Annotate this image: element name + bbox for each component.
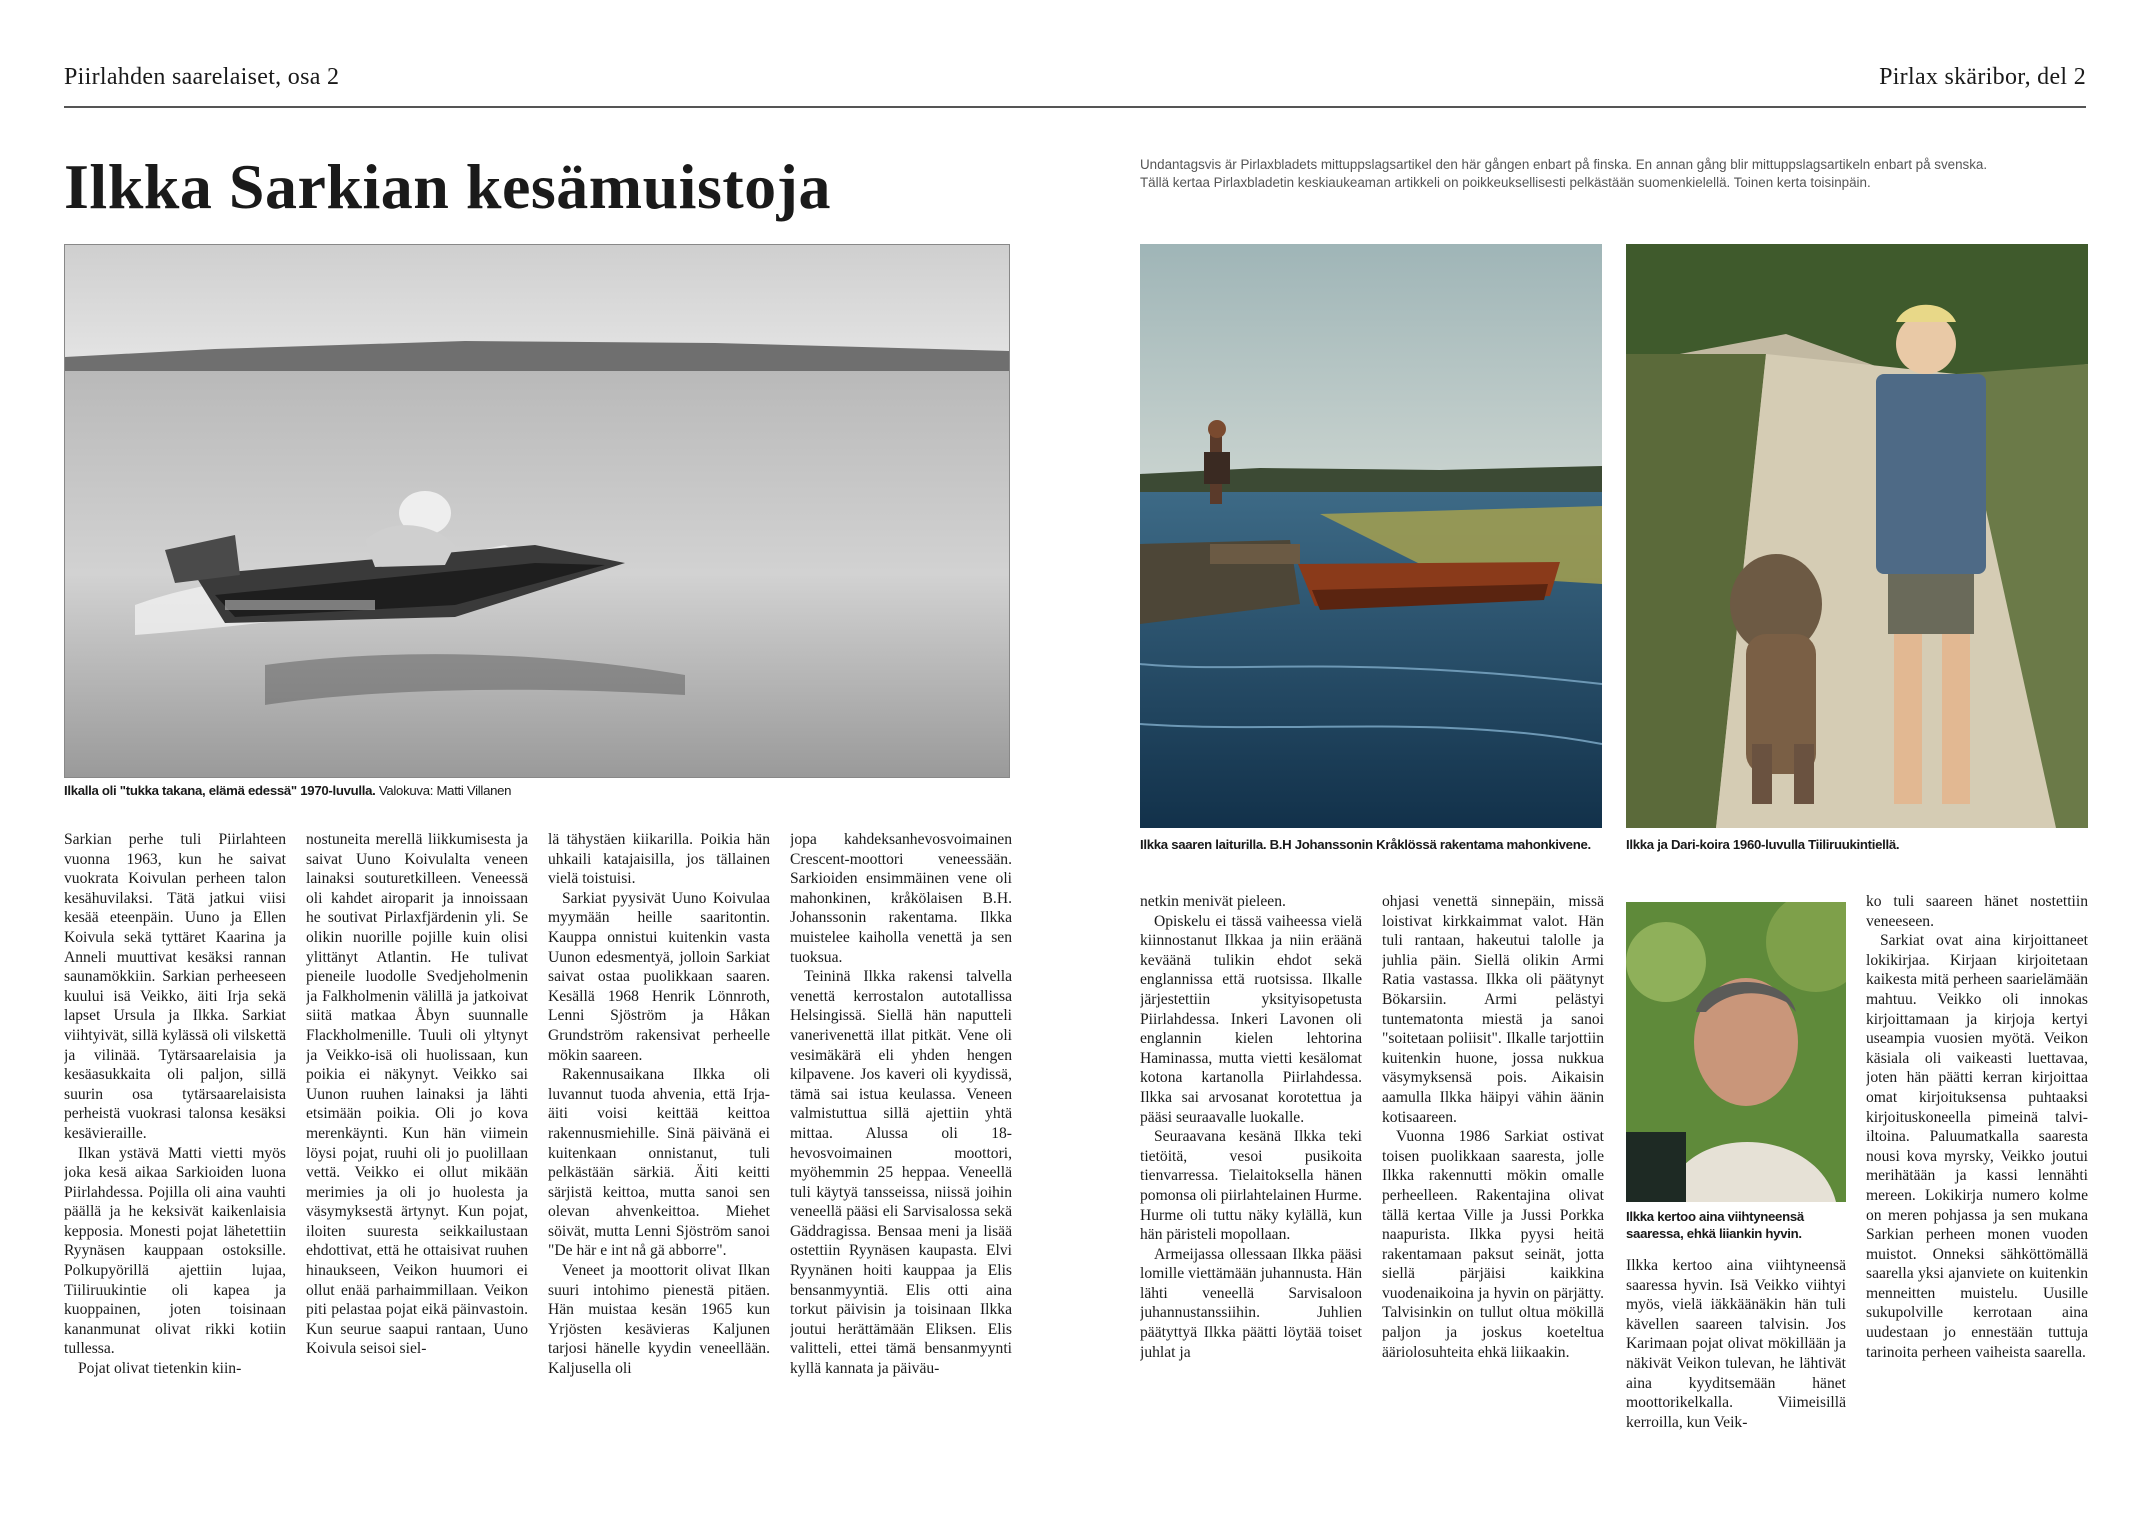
paragraph: netkin menivät pieleen. <box>1140 893 1286 910</box>
paragraph: Vuonna 1986 Sarkiat ostivat toisen puolikkaan saaresta, jolle Ilkka rakennutti mökin omalle perheelleen. Rakentajina olivat tällä kertaa Ville ja Jussi Porkka naapurista. Ilkka pyysi heitä rakentamaan paksut seinät, jotta siellä pärjäisi kaikkina vuodenaikoina ja hyvin on pärjätty. Talvisinkin on tullut oltua mökillä paljon ja joskus koeteltua ääriolosuhteita ehkä liikaakin. <box>1382 1128 1604 1361</box>
running-head-left: Piirlahden saarelaiset, osa 2 <box>64 64 340 90</box>
body-column-4 <box>790 830 1012 1462</box>
caption-boy-dog: Ilkka ja Dari-koira 1960-luvulla Tiiliruukintiellä. <box>1626 837 1900 852</box>
paragraph: Opiskelu ei tässä vaiheessa vielä kiinnostanut Ilkkaa ja niin eräänä keväänä tulikin ehdot sekä englannissa että ruotsissa. Ilkalle järjestettiin yksityisopetusta Piirlahdessa. Inkeri Lavonen oli englannin kielen lehtorina Haminassa, mutta vietti kesälomat kotona kartanolla Piirlahdessa. Ilkka sai arvosanat korotettua ja pääsi seuraavalle luokalle. <box>1140 912 1362 1126</box>
body-column-8 <box>1866 892 2088 1462</box>
paragraph: Seuraavana kesänä Ilkka teki tietöitä, vesoi pusikoita tienvarressa. Tielaitoksella hänen pomonsa oli piirlahtelainen Hurme. Hurme oli tuttu näky kylällä, kun hän päristeli mopollaan. <box>1140 1128 1362 1244</box>
caption-speedboat-text: Ilkalla oli "tukka takana, elämä edessä" 1970-luvulla. <box>64 783 376 798</box>
paragraph: lä tähystäen kiikarilla. Poikia hän uhkaili katajaisilla, jos tällainen vielä toistuisi. <box>548 831 770 888</box>
paragraph: Pojat olivat tietenkin kiin- <box>78 1360 242 1378</box>
paragraph: ohjasi venettä sinnepäin, missä loistivat kirkkaimmat valot. Hän tuli rantaan, hakeutui talolle ja juhlia päin. Siellä olikin Armi Ratia vastassa. Ilkka oli päätynyt Bökarsiin. Armi pelästyi tuntematonta miestä ja sanoi "soitetaan poliisit". Ilkalle tarjottiin kuitenkin huone, jossa nukkua väsymyksensä pois. Aikaisin aamulla Ilkka häipyi vähin äänin kotisaareen. <box>1382 893 1604 1126</box>
photo-speedboat <box>64 244 1010 778</box>
paragraph: Sarkian perhe tuli Piirlahteen vuonna 1963, kun he saivat vuokrata Koivulan perheen talon kesähuvilaksi. Tätä jatkui viisi kesää eteenpäin. Uuno ja Ellen Koivula sekä tyttäret Kaarina ja Anneli muuttivat kesäksi rannan saunamökkiin. Sarkian perheeseen kuului isä Veikko, äiti Irja sekä lapset Ursula ja Ilkka. Sarkiat viihtyivät, sillä kylässä oli vilskettä ja vilinää. Tytärsaarelaisia ja kesäasukkaita oli paljon, sillä suurin osa tytärsaarelaisista perheistä vuokrasi talonsa kesäksi kesävieraille. <box>64 831 286 1142</box>
paragraph: nostuneita merellä liikkumisesta ja saivat Uuno Koivulalta veneen lainaksi souturetkilleen. Veneessä oli kahdet airoparit ja innoissaan he soutivat Pirlaxfjärdenin yli. Se olikin nuorille pojille kuin olisi ylittänyt Atlantin. He tulivat pieneile luodolle Svedjeholmenin ja Falkholmenin välillä ja jatkoivat siitä matkaa Åbyn suunnalle Flackholmenille. Tuuli oli yltynyt ja Veikko-isä oli huolissaan, kun poikia ei näkynyt. Veikko sai Uunon ruuhen lainaksi ja lähti etsimään poikia. Oli jo kova merenkäynti. Kun hän viimein löysi pojat, ruuhi oli jo puolillaan vettä. Veikko ei ollut mikään merimies ja oli jo huolesta ja väsymyksestä ärtynyt. Kun pojat, iloiten suuresta seikkailustaan ehdottivat, että he ottaisivat ruuhen hinaukseen, Veikon huumori ei ollut enää parhaimmillaan. Veikon piti pelastaa pojat eikä päinvastoin. Kun seurue saapui rantaan, Uuno Koivula seisoi siel- <box>306 831 528 1358</box>
caption-speedboat-credit: Valokuva: Matti Villanen <box>375 783 512 798</box>
body-column-2 <box>306 830 528 1462</box>
intro-swedish: Undantagsvis är Pirlaxbladets mittuppslagsartikel den här gången enbart på finska. En annan gång blir mittuppslagsartikeln enbart på svenska. <box>1140 157 1988 172</box>
paragraph: Veneet ja moottorit olivat Ilkan suuri intohimo pienestä pitäen. Hän muistaa kesän 1965 kun Yrjösten kesävieras Kaljunen tarjosi hänelle kyydin veneellään. Kaljusella oli <box>548 1262 770 1378</box>
paragraph: Rakennusaikana Ilkka oli luvannut tuoda ahvenia, että Irja-äiti voisi keittää keittoa rakennusmiehille. Sinä päivänä ei kuitenkaan onnistanut, tuli pelkästään särkiä. Äiti keitti särjistä keittoa, mutta sanoi sen olevan ahvenkeittoa. Miehet söivät, mutta Lenni Sjöström sanoi "De här e int nå gä abborre". <box>548 1066 770 1260</box>
caption-pier: Ilkka saaren laiturilla. B.H Johanssonin Kråklössä rakentama mahonkivene. <box>1140 837 1591 852</box>
paragraph: jopa kahdeksanhevosvoimainen Crescent-moottori veneessään. Sarkioiden ensimmäinen vene oli mahonkinen, kråkölaisen B.H. Johanssonin rakentama. Ilkka muistelee kaiholla venettä ja sen tuoksua. <box>790 831 1012 966</box>
body-column-5 <box>1140 892 1362 1462</box>
article-headline: Ilkka Sarkian kesämuistoja <box>64 151 831 222</box>
photo-boy-dog <box>1626 244 2088 828</box>
header-rule-left <box>64 106 1076 108</box>
paragraph: Ilkan ystävä Matti vietti myös joka kesä aikaa Sarkioiden luona Piirlahdessa. Pojilla oli aina vauhti päällä ja he keksivät kaikenlaisia kepposia. Monesti pojat lähetettiin Ryynäsen kauppaan ostoksille. Polkupyörillä ajettiin lujaa, Tiiliruukintie oli kapea ja kuoppainen, joten toisinaan kananmunat olivat rikki kotiin tullessa. <box>64 1144 286 1358</box>
paragraph: Sarkiat pyysivät Uuno Koivulaa myymään heille saaritontin. Kauppa onnistui kuitenkin vasta Uunon edesmentyä, jolloin Sarkiat saivat ostaa puolikkaan saaren. Kesällä 1968 Henrik Lönnroth, Lenni Sjöström ja Håkan Grundström rakensivat perheelle mökin saareen. <box>548 889 770 1064</box>
article-intro <box>1140 156 2085 192</box>
paragraph: Ilkka kertoo aina viihtyneensä saaressa hyvin. Isä Veikko viihtyi myös, vielä iäkkäänäkin hän tuli kävellen saareen talvisin. Jos Karimaan pojat olivat mökillään ja näkivät Veikon tulevan, he lähtivät aina kyyditsemään hänet moottorikelkalla. Viimeisillä kerroilla, kun Veik- <box>1626 1257 1846 1431</box>
photo-portrait <box>1626 902 1846 1202</box>
paragraph: Armeijassa ollessaan Ilkka pääsi lomille viettämään juhannusta. Hän lähti veneellä Sarvisaloon juhannustanssiihin. Juhlien päätyttyä Ilkka päätti löytää toiset juhlat ja <box>1140 1245 1362 1361</box>
body-column-6 <box>1382 892 1604 1462</box>
body-column-7 <box>1626 1256 1846 1462</box>
photo-pier <box>1140 244 1602 828</box>
intro-finnish: Tällä kertaa Pirlaxbladetin keskiaukeaman artikkeli on poikkeuksellisesti pelkästään suomenkielellä. Toinen kerta toisinpäin. <box>1140 175 1871 190</box>
header-rule-right <box>1076 106 2086 108</box>
paragraph: Teininä Ilkka rakensi talvella venettä kerrostalon autotallissa Helsingissä. Siellä hän naputteli vanerivenettä illat pitkät. Vene oli vesimäkärä eli yhden hengen kilpavene. Jos kaveri oli kyydissä, tämä sai istua keulassa. Veneen valmistuttua sillä ajettiin yhtä mittaa. Alussa oli 18-hevosvoimainen moottori, myöhemmin 25 heppaa. Veneellä tuli käytyä tansseissa, niissä joihin veneellä pääsi eli Sarvisalossa sekä Gäddragissa. Bensaa meni ja lisää ostettiin Ryynäsen kaupasta. Elvi Ryynänen hoiti kauppaa ja Elis bensanmyyntiä. Elis otti aina torkut päivisin ja toisinaan Ilkka joutui herättämään Eliksen. Elis valitteli, ettei tämä bensanmyynti kyllä kannata ja päiväu- <box>790 968 1012 1378</box>
body-column-3 <box>548 830 770 1462</box>
paragraph: Sarkiat ovat aina kirjoittaneet lokikirjaa. Kirjaan kirjoitetaan kaikesta mitä perheen saarielämään mahtuu. Veikko oli innokas kirjoittamaan ja kirjoja kertyi useampia vuosien myötä. Veikon käsiala oli vaikeasti luettavaa, joten hän päätti kerran kirjoittaa omat kirjoituksensa puhtaaksi kirjoituskoneella pimeinä talvi-iltoina. Paluumatkalla saaresta nousi kova myrsky, Veikko joutui merihätään ja kassi lennähti mereen. Lokikirja numero kolme on meren pohjassa ja sen mukana Sarkian perheen monen vuoden muistot. Onneksi sähköttömällä saarella yksi ajanviete on kuitenkin menneitten muistelu. Uusille sukupolville kerrotaan aina uudestaan jo ennestään tuttuja tarinoita perheen vaiheista saarella. <box>1866 932 2088 1361</box>
body-column-1 <box>64 830 286 1462</box>
caption-speedboat <box>64 782 1008 799</box>
caption-portrait: Ilkka kertoo aina viihtyneensä saaressa, ehkä liiankin hyvin. <box>1626 1209 1804 1241</box>
paragraph: ko tuli saareen hänet nostettiin veneeseen. <box>1866 893 2088 930</box>
running-head-right: Pirlax skäribor, del 2 <box>1879 64 2086 90</box>
